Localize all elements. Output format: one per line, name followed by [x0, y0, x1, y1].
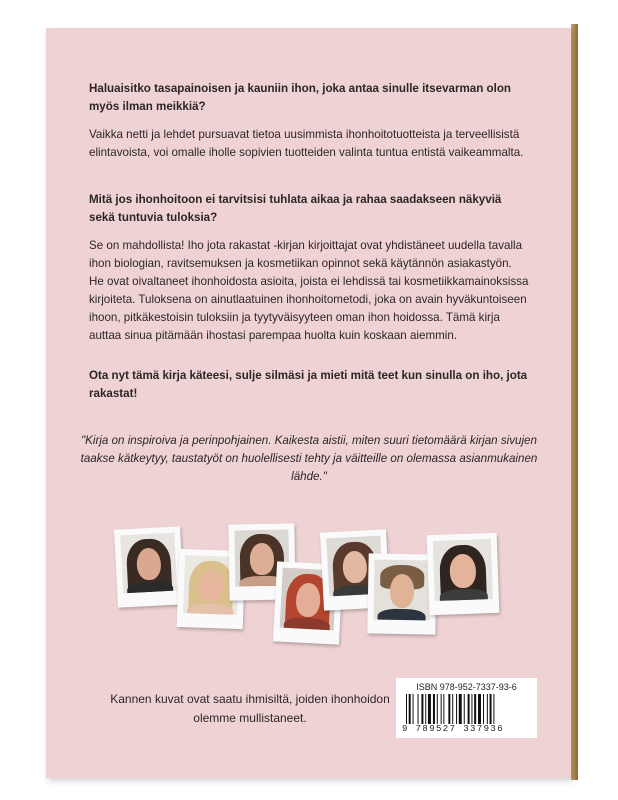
polaroid-photo-6: [367, 553, 436, 634]
cover-photo-caption: Kannen kuvat ovat saatu ihmisiltä, joiden ihonhoidon olemme mullistaneet.: [110, 692, 390, 725]
intro-question: Haluaisitko tasapainoisen ja kauniin ihon, joka antaa sinulle itsevarman olon myös ilman meikkiä?: [89, 82, 512, 113]
isbn-barcode: [396, 678, 537, 738]
paragraph-question-time: Mitä jos ihonhoitoon ei tarvitsisi tuhlata aikaa ja rahaa saadakseen näkyviä sekä tuntuvia tuloksia?: [89, 193, 502, 224]
barcode-digits: 9 789527 337936: [402, 724, 505, 734]
review-quote: "Kirja on inspiroiva ja perinpohjainen. Kaikesta aistii, miten suuri tietomäärä kirjan sivujen taakse kätkeytyy, taustatyöt on huolellisesti tehty ja väitteille on olemassa asianmukainen lähde.": [80, 434, 538, 483]
portrait-image: [374, 560, 431, 621]
polaroid-photo-7: [427, 533, 500, 615]
barcode-bars: [406, 694, 528, 724]
isbn-label: ISBN 978-952-7337-93-6: [416, 682, 517, 692]
call-to-action: Ota nyt tämä kirja käteesi, sulje silmäsi ja mieti mitä teet kun sinulla on iho, jota rakastat!: [89, 369, 528, 400]
polaroid-photo-1: [114, 526, 184, 607]
book-spine: [571, 24, 578, 780]
portrait-image: [433, 539, 493, 601]
paragraph-info-overload: Vaikka netti ja lehdet pursuavat tietoa uusimmista ihonhoitotuotteista ja terveellisistä elintavoista, voi omalle iholle sopivien tuotteiden valinta tuntua entistä vaikeammalta.: [89, 128, 524, 159]
paragraph-method-description: Se on mahdollista! Iho jota rakastat -kirjan kirjoittajat ovat yhdistäneet uudella tavalla ihon biologian, ravitsemuksen ja kosmetiikan opinnot sekä käytännön asiakastyön. He ovat oivaltaneet ihonhoidosta asioita, joista ei lehdissä tai kosmetiikkamainoksissa kirjoiteta. Tuloksena on ainutlaatuinen ihonhoitometodi, joka on avain hyväkuntoiseen ihoon, pitkäkestoisin tuloksiin ja tyytyväisyyteen oman ihon hoidossa. Tämä kirja auttaa sinua pitämään ihostasi parempaa huolta kuin koskaan aiemmin.: [89, 239, 529, 342]
portrait-image: [120, 533, 177, 594]
